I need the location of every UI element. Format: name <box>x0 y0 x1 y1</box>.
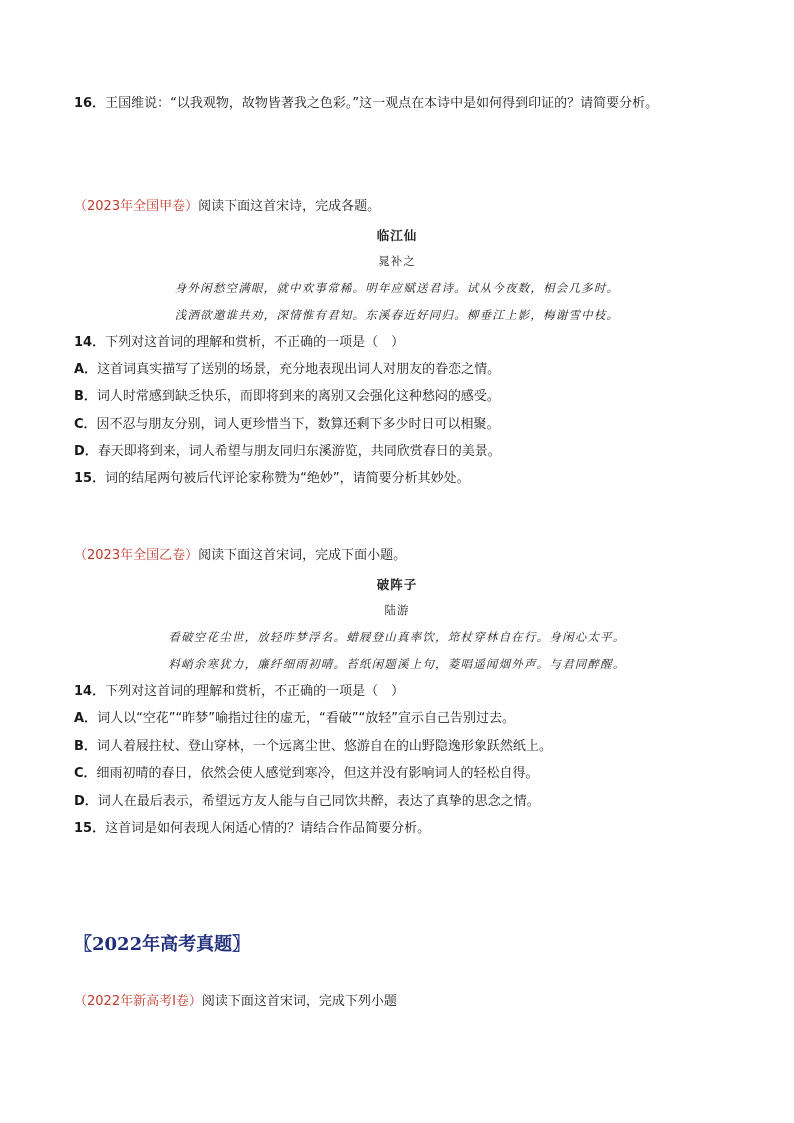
option-text: 这首词真实描写了送别的场景，充分地表现出词人对朋友的眷恋之情。 <box>97 362 501 377</box>
question-number: 16． <box>74 96 106 111</box>
question-15 <box>74 470 470 488</box>
section-heading: 〖2022年高考真题〗 <box>74 934 251 955</box>
option-a[interactable] <box>74 361 500 379</box>
poem-author: 晁补之 <box>378 254 416 268</box>
poem-author: 陆游 <box>384 603 410 617</box>
option-text: 细雨初晴的春日，依然会使人感觉到寒冷，但这并没有影响词人的轻松自得。 <box>96 766 539 781</box>
poem-line-2: 料峭余寒犹力，廉纤细雨初晴。苔纸闲题溪上句，菱唱遥闻烟外声。与君同醉醒。 <box>168 657 626 671</box>
option-label: A． <box>74 362 98 377</box>
question-text: 词的结尾两句被后代评论家称赞为“绝妙”，请简要分析其妙处。 <box>105 471 470 486</box>
option-label: C． <box>74 766 97 781</box>
instructions: 阅读下面这首宋词，完成下列小题 <box>201 994 397 1009</box>
option-label: A． <box>74 711 98 726</box>
instructions: 阅读下面这首宋诗，完成各题。 <box>198 199 381 214</box>
set-jia-header <box>74 198 380 216</box>
option-a[interactable] <box>74 710 515 728</box>
question-text: 下列对这首词的理解和赏析，不正确的一项是（ ） <box>105 684 405 699</box>
option-label: C． <box>74 417 97 432</box>
exam-source: （2023年全国乙卷） <box>74 548 199 563</box>
option-text: 词人着屐拄杖、登山穿林，一个远离尘世、悠游自在的山野隐逸形象跃然纸上。 <box>96 739 552 754</box>
option-text: 词人以“空花”“昨梦”喻指过往的虚无，“看破”“放轻”宣示自己告别过去。 <box>97 711 515 726</box>
poem-title: 临江仙 <box>376 228 418 243</box>
option-c[interactable] <box>74 765 539 783</box>
option-label: B． <box>74 389 97 404</box>
question-number: 15． <box>74 821 106 836</box>
set-yi-header <box>74 547 406 565</box>
poem-title: 破阵子 <box>376 577 418 592</box>
question-14 <box>74 683 404 701</box>
option-text: 因不忍与朋友分别，词人更珍惜当下，数算还剩下多少时日可以相聚。 <box>96 417 500 432</box>
question-14 <box>74 334 404 352</box>
option-b[interactable] <box>74 388 500 406</box>
question-number: 14． <box>74 684 106 699</box>
option-text: 春天即将到来，词人希望与朋友同归东溪游览，共同欣赏春日的美景。 <box>97 444 501 459</box>
question-number: 14． <box>74 335 106 350</box>
option-text: 词人时常感到缺乏快乐，而即将到来的离别又会强化这种愁闷的感受。 <box>96 389 500 404</box>
option-b[interactable] <box>74 738 552 756</box>
question-text: 王国维说：“以我观物，故物皆著我之色彩。”这一观点在本诗中是如何得到印证的？请简要分析。 <box>105 96 659 111</box>
question-15 <box>74 820 430 838</box>
poem-line-2: 浅酒欲邀谁共劝，深情惟有君知。东溪春近好同归。柳垂江上影，梅谢雪中枝。 <box>174 308 620 322</box>
option-label: D． <box>74 444 98 459</box>
poem-line-1: 身外闲愁空满眼，就中欢事常稀。明年应赋送君诗。试从今夜数，相会几多时。 <box>174 281 620 295</box>
question-number: 15． <box>74 471 106 486</box>
question-text: 下列对这首词的理解和赏析，不正确的一项是（ ） <box>105 335 405 350</box>
poem-line-1: 看破空花尘世，放轻昨梦浮名。蜡屐登山真率饮，筇杖穿林自在行。身闲心太平。 <box>168 630 626 644</box>
question-16 <box>74 95 658 113</box>
option-label: B． <box>74 739 97 754</box>
exam-source: （2023年全国甲卷） <box>74 199 199 214</box>
instructions: 阅读下面这首宋词，完成下面小题。 <box>198 548 407 563</box>
option-d[interactable] <box>74 793 540 811</box>
question-text: 这首词是如何表现人闲适心情的？请结合作品简要分析。 <box>105 821 431 836</box>
set-2022-header <box>74 993 397 1011</box>
option-c[interactable] <box>74 416 500 434</box>
option-label: D． <box>74 794 98 809</box>
option-d[interactable] <box>74 443 501 461</box>
option-text: 词人在最后表示，希望远方友人能与自己同饮共醉，表达了真挚的思念之情。 <box>97 794 540 809</box>
exam-source: （2022年新高考Ⅰ卷） <box>74 994 202 1009</box>
